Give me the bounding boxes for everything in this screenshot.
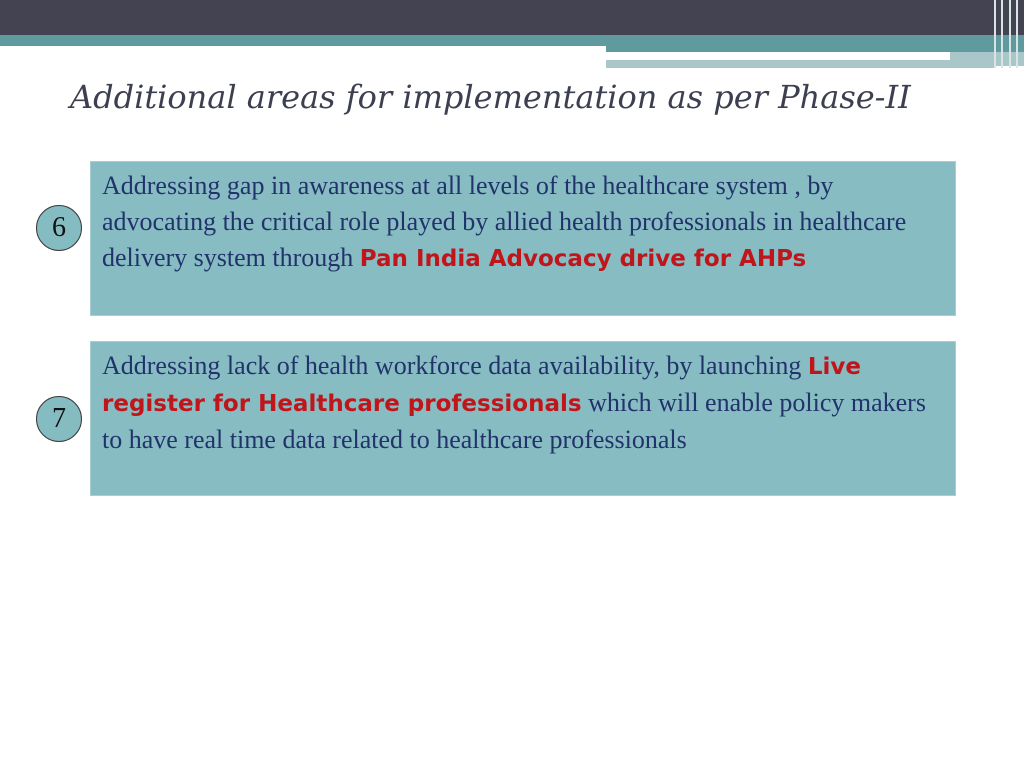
item-box-6 <box>90 161 956 316</box>
item-box-7 <box>90 341 956 496</box>
item-highlight: Pan India Advocacy drive for AHPs <box>359 246 807 272</box>
stripe <box>1009 0 1011 68</box>
slide-title: Additional areas for implementation as per Phase-II <box>70 78 911 116</box>
item-highlight: Live register for Healthcare professionals <box>102 354 861 417</box>
item-text-after: which will enable policy makers to have real time data related to healthcare professionals <box>102 388 926 454</box>
header-dark-band <box>0 0 1024 35</box>
item-text: Addressing lack of health workforce data availability, by launching <box>102 351 808 380</box>
header-light-band <box>606 60 996 68</box>
header-white-line <box>606 55 948 57</box>
stripe <box>1016 0 1018 68</box>
stripe <box>1001 0 1003 68</box>
item-number-badge: 6 <box>36 205 82 251</box>
header-teal-block <box>606 35 1024 52</box>
item-text: Addressing gap in awareness at all levels of the healthcare system , by advocating the critical role played by allied health professionals in healthcare delivery system through <box>102 171 907 272</box>
item-number-badge: 7 <box>36 396 82 442</box>
header-vertical-stripes <box>994 0 1018 68</box>
stripe <box>994 0 996 68</box>
